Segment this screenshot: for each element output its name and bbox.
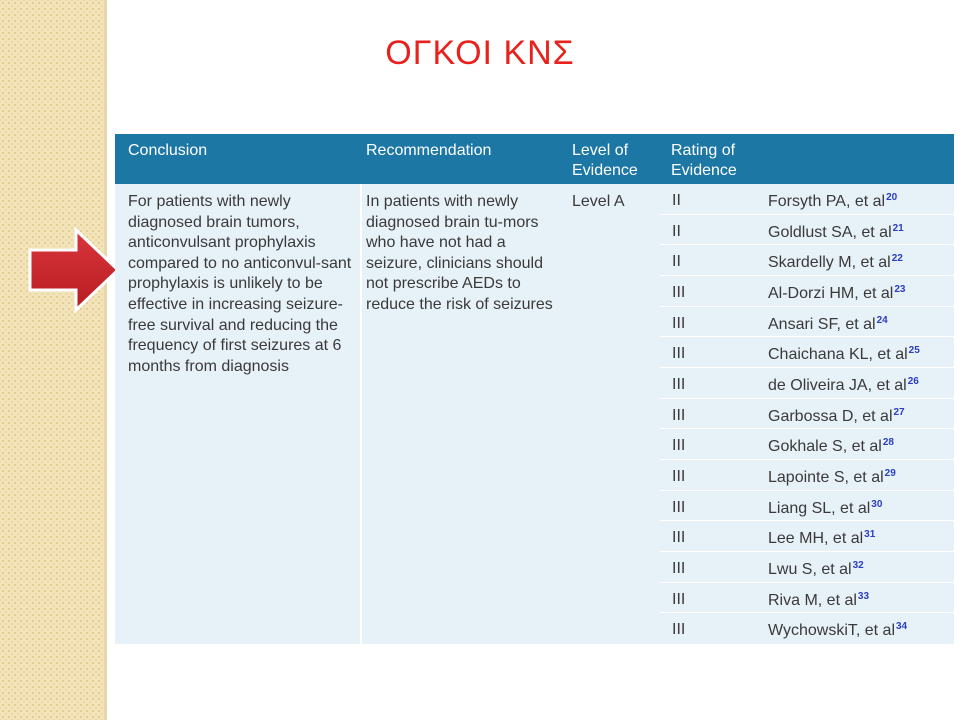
rating-value: III xyxy=(672,498,686,516)
reference-author: Goldlust SA, et al xyxy=(768,223,892,241)
slide-title xyxy=(0,34,960,73)
decorative-side-band xyxy=(0,0,104,720)
rating-value: III xyxy=(672,621,686,639)
reference-author: Al-Dorzi HM, et al xyxy=(768,284,894,302)
rating-value: III xyxy=(672,406,686,424)
reference-citation xyxy=(768,253,903,272)
table-row xyxy=(660,399,954,430)
table-row xyxy=(660,276,954,307)
reference-number: 20 xyxy=(886,192,898,203)
side-band-edge xyxy=(104,0,107,720)
rating-value: III xyxy=(672,437,686,455)
rating-value: II xyxy=(672,222,681,240)
reference-author: Ansari SF, et al xyxy=(768,315,876,333)
slide-title-text: ΟΓΚΟΙ ΚΝΣ xyxy=(385,34,575,72)
level-cell: Level A xyxy=(572,193,625,210)
reference-author: Skardelly M, et al xyxy=(768,254,891,272)
reference-citation xyxy=(768,315,888,334)
table-header xyxy=(115,134,954,184)
table-row xyxy=(660,521,954,552)
rating-value: III xyxy=(672,314,686,332)
reference-citation xyxy=(768,591,869,610)
table-row xyxy=(660,552,954,583)
reference-number: 34 xyxy=(896,621,908,633)
reference-author: WychowskiT, et al xyxy=(768,622,895,640)
reference-citation xyxy=(768,499,882,518)
table-row xyxy=(660,583,954,614)
reference-number: 28 xyxy=(882,437,894,449)
rating-value: III xyxy=(672,345,686,363)
reference-author: de Oliveira JA, et al xyxy=(768,376,907,394)
reference-number: 30 xyxy=(871,498,883,510)
reference-citation xyxy=(768,407,905,426)
reference-author: Chaichana KL, et al xyxy=(768,346,908,364)
rating-value: III xyxy=(672,559,686,577)
header-level-of-evidence: Level of Evidence xyxy=(572,142,638,179)
reference-number: 32 xyxy=(852,559,864,571)
reference-citation xyxy=(768,192,897,211)
table-row xyxy=(660,215,954,246)
table-row xyxy=(660,613,954,644)
reference-number: 23 xyxy=(894,283,906,295)
rating-value: III xyxy=(672,283,686,301)
reference-author: Garbossa D, et al xyxy=(768,407,893,425)
reference-citation xyxy=(768,560,864,579)
reference-author: Lapointe S, et al xyxy=(768,468,884,486)
reference-number: 29 xyxy=(884,467,896,479)
reference-citation xyxy=(768,529,875,548)
reference-number: 33 xyxy=(857,590,870,602)
reference-citation xyxy=(768,621,907,640)
reference-author: Lee MH, et al xyxy=(768,530,864,548)
reference-author: Lwu S, et al xyxy=(768,560,852,578)
rating-value: II xyxy=(672,253,681,271)
reference-number: 27 xyxy=(893,406,905,418)
reference-citation xyxy=(768,437,894,456)
rating-value: III xyxy=(672,467,686,485)
table-row xyxy=(660,491,954,522)
rating-value: III xyxy=(672,590,686,608)
reference-citation xyxy=(768,223,904,242)
rating-value: II xyxy=(672,192,681,209)
reference-author: Liang SL, et al xyxy=(768,499,871,517)
reference-number: 26 xyxy=(907,375,919,387)
reference-author: Riva M, et al xyxy=(768,591,857,609)
table-row xyxy=(660,184,954,215)
reference-number: 21 xyxy=(892,222,904,234)
table-row xyxy=(660,460,954,491)
table-row xyxy=(660,245,954,276)
header-rating-of-evidence: Rating of Evidence xyxy=(671,142,737,179)
reference-citation xyxy=(768,376,919,395)
table-row xyxy=(660,307,954,338)
header-recommendation: Recommendation xyxy=(366,142,492,159)
table-row xyxy=(660,368,954,399)
rating-value: III xyxy=(672,375,686,393)
reference-author: Forsyth PA, et al xyxy=(768,193,886,210)
reference-author: Gokhale S, et al xyxy=(768,438,882,456)
rating-value: III xyxy=(672,529,686,547)
recommendation-cell: In patients with newly diagnosed brain tu-mors who have not had a seizure, clinicians should not prescribe AEDs to reduce the risk of seizures xyxy=(366,193,553,313)
table-row xyxy=(660,337,954,368)
reference-number: 25 xyxy=(908,345,920,357)
reference-rows xyxy=(660,184,954,644)
reference-number: 31 xyxy=(864,529,876,541)
reference-citation xyxy=(768,345,920,364)
arrow-right-icon xyxy=(26,226,122,314)
header-conclusion: Conclusion xyxy=(128,142,208,159)
evidence-table xyxy=(115,134,954,644)
reference-number: 22 xyxy=(891,253,903,265)
column-divider xyxy=(360,184,362,644)
conclusion-cell: For patients with newly diagnosed brain tumors, anticonvulsant prophylaxis compared to no anticonvul-sant prophylaxis is unlikely to be effective in increasing seizure-free survival and reducing the frequency of first seizures at 6 months from diagnosis xyxy=(128,193,352,375)
reference-citation xyxy=(768,284,905,303)
reference-number: 24 xyxy=(876,314,888,326)
reference-citation xyxy=(768,468,896,487)
table-row xyxy=(660,429,954,460)
